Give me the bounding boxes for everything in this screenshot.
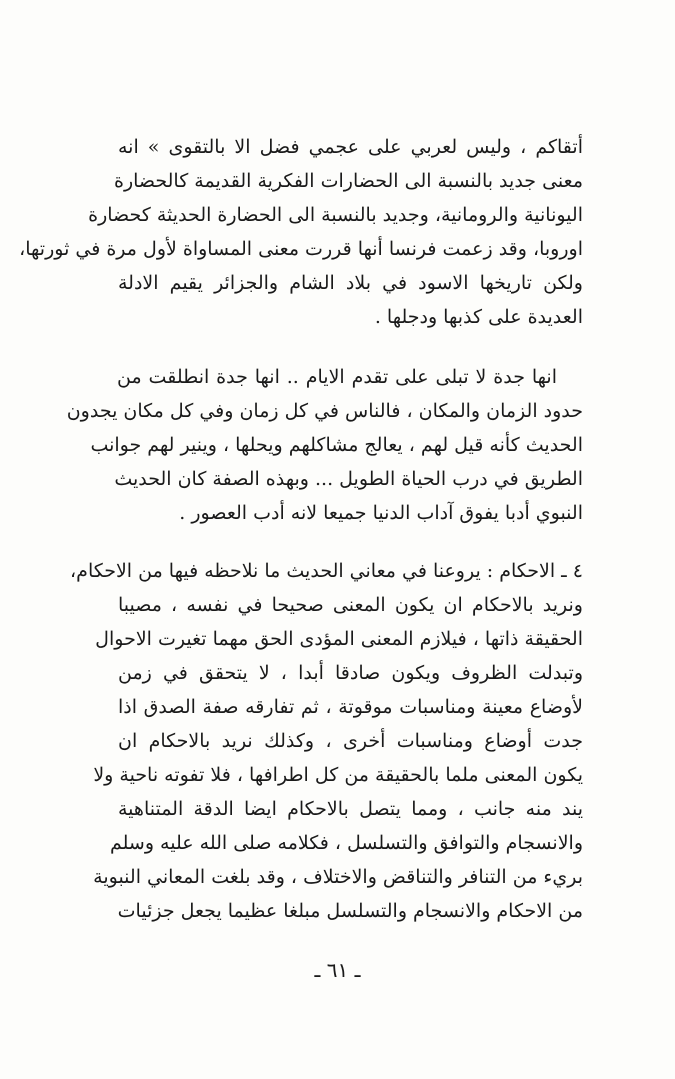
- paragraph-1-line-5: ولكن تاريخها الاسود في بلاد الشام والجزائر يقيم الادلة: [118, 272, 583, 294]
- paragraph-2-line-5: النبوي أدبا يفوق آداب الدنيا جميعا لانه أدب العصور .: [179, 502, 583, 524]
- paragraph-1-line-1: أتقاكم ، وليس لعربي على عجمي فضل الا بالتقوى » انه: [118, 136, 583, 158]
- paragraph-3-line-1: ٤ ـ الاحكام : يروعنا في معاني الحديث ما نلاحظه فيها من الاحكام،: [70, 560, 583, 582]
- paragraph-3-line-3: الحقيقة ذاتها ، فيلازم المعنى المؤدى الحق مهما تغيرت الاحوال: [95, 628, 583, 650]
- paragraph-2-line-4: الطريق في درب الحياة الطويل ... وبهذه الصفة كان الحديث: [114, 468, 583, 490]
- paragraph-3-line-2: ونريد بالاحكام ان يكون المعنى صحيحا في نفسه ، مصيبا: [118, 594, 583, 616]
- paragraph-3-line-8: يند منه جانب ، ومما يتصل بالاحكام ايضا الدقة المتناهية: [118, 798, 583, 820]
- paragraph-1-line-2: معنى جديد بالنسبة الى الحضارات الفكرية القديمة كالحضارة: [113, 170, 583, 192]
- paragraph-3-line-11: من الاحكام والانسجام والتسلسل مبلغا عظيما يجعل جزئيات: [117, 900, 583, 922]
- paragraph-1-line-6: العديدة على كذبها ودجلها .: [374, 306, 583, 328]
- page-number: ـ ٦١ ـ: [314, 958, 361, 982]
- paragraph-1-line-4: اوروبا، وقد زعمت فرنسا أنها قررت معنى المساواة لأول مرة في ثورتها،: [19, 238, 583, 260]
- paragraph-3-line-9: والانسجام والتوافق والتسلسل ، فكلامه صلى الله عليه وسلم: [109, 832, 583, 854]
- paragraph-2-line-2: حدود الزمان والمكان ، فالناس في كل زمان وفي كل مكان يجدون: [66, 400, 583, 422]
- paragraph-1-line-3: اليونانية والرومانية، وجديد بالنسبة الى الحضارة الحديثة كحضارة: [88, 204, 583, 226]
- paragraph-3-line-7: يكون المعنى ملما بالحقيقة من كل اطرافها ، فلا تفوته ناحية ولا: [93, 764, 583, 786]
- paragraph-2-line-3: الحديث كأنه قيل لهم ، يعالج مشاكلهم ويحلها ، وينير لهم جوانب: [90, 434, 583, 456]
- paragraph-3-line-10: بريء من التنافر والتناقض والاختلاف ، وقد بلغت المعاني النبوية: [93, 866, 583, 888]
- paragraph-3-line-6: جدت أوضاع ومناسبات أخرى ، وكذلك نريد بالاحكام ان: [118, 730, 583, 752]
- paragraph-2-line-1: انها جدة لا تبلى على تقدم الايام .. انها جدة انطلقت من: [117, 366, 557, 388]
- paragraph-3-line-4: وتبدلت الظروف ويكون صادقا أبدا ، لا يتحقق في زمن: [118, 662, 583, 684]
- paragraph-3-line-5: لأوضاع معينة ومناسبات موقوتة ، ثم تفارقه صفة الصدق اذا: [118, 696, 583, 718]
